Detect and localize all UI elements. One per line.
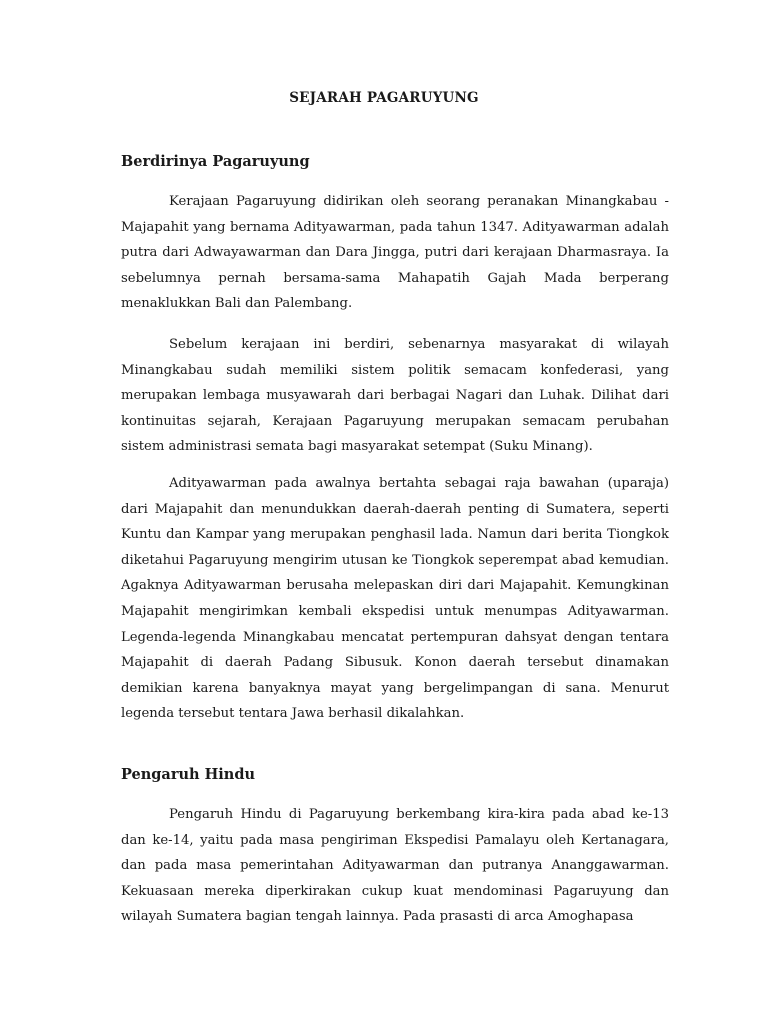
paragraph: Adityawarman pada awalnya bertahta sebagai raja bawahan (uparaja) dari Majapahit dan menundukkan daerah-daerah penting di Sumatera, seperti Kuntu dan Kampar yang merupakan penghasil lada. Namun dari berita Tiongkok diketahui Pagaruyung mengirim utusan ke Tiongkok seperempat abad kemudian. Agaknya Adityawarman berusaha melepaskan diri dari Majapahit. Kemungkinan Majapahit mengirimkan kembali ekspedisi untuk menumpas Adityawarman. Legenda-legenda Minangkabau mencatat pertempuran dahsyat dengan tentara Majapahit di daerah Padang Sibusuk. Konon daerah tersebut dinamakan demikian karena banyaknya mayat yang bergelimpangan di sana. Menurut legenda tersebut tentara Jawa berhasil dikalahkan. <box>121 476 669 722</box>
section-heading-pengaruh-hindu: Pengaruh Hindu <box>121 766 256 783</box>
section-heading-berdirinya: Berdirinya Pagaruyung <box>121 153 310 170</box>
paragraph: Kerajaan Pagaruyung didirikan oleh seorang peranakan Minangkabau - Majapahit yang bernama Adityawarman, pada tahun 1347. Adityawarman adalah putra dari Adwayawarman dan Dara Jingga, putri dari kerajaan Dharmasraya. Ia sebelumnya pernah bersama-sama Mahapatih Gajah Mada berperang menaklukkan Bali dan Palembang. <box>121 194 669 312</box>
paragraph: Sebelum kerajaan ini berdiri, sebenarnya masyarakat di wilayah Minangkabau sudah memiliki sistem politik semacam konfederasi, yang merupakan lembaga musyawarah dari berbagai Nagari dan Luhak. Dilihat dari kontinuitas sejarah, Kerajaan Pagaruyung merupakan semacam perubahan sistem administrasi semata bagi masyarakat setempat (Suku Minang). <box>121 337 669 455</box>
document-title: SEJARAH PAGARUYUNG <box>289 90 479 106</box>
paragraph: Pengaruh Hindu di Pagaruyung berkembang kira-kira pada abad ke-13 dan ke-14, yaitu pada masa pengiriman Ekspedisi Pamalayu oleh Kertanagara, dan pada masa pemerintahan Adityawarman dan putranya Ananggawarman. Kekuasaan mereka diperkirakan cukup kuat mendominasi Pagaruyung dan wilayah Sumatera bagian tengah lainnya. Pada prasasti di arca Amoghapasa <box>121 807 669 925</box>
